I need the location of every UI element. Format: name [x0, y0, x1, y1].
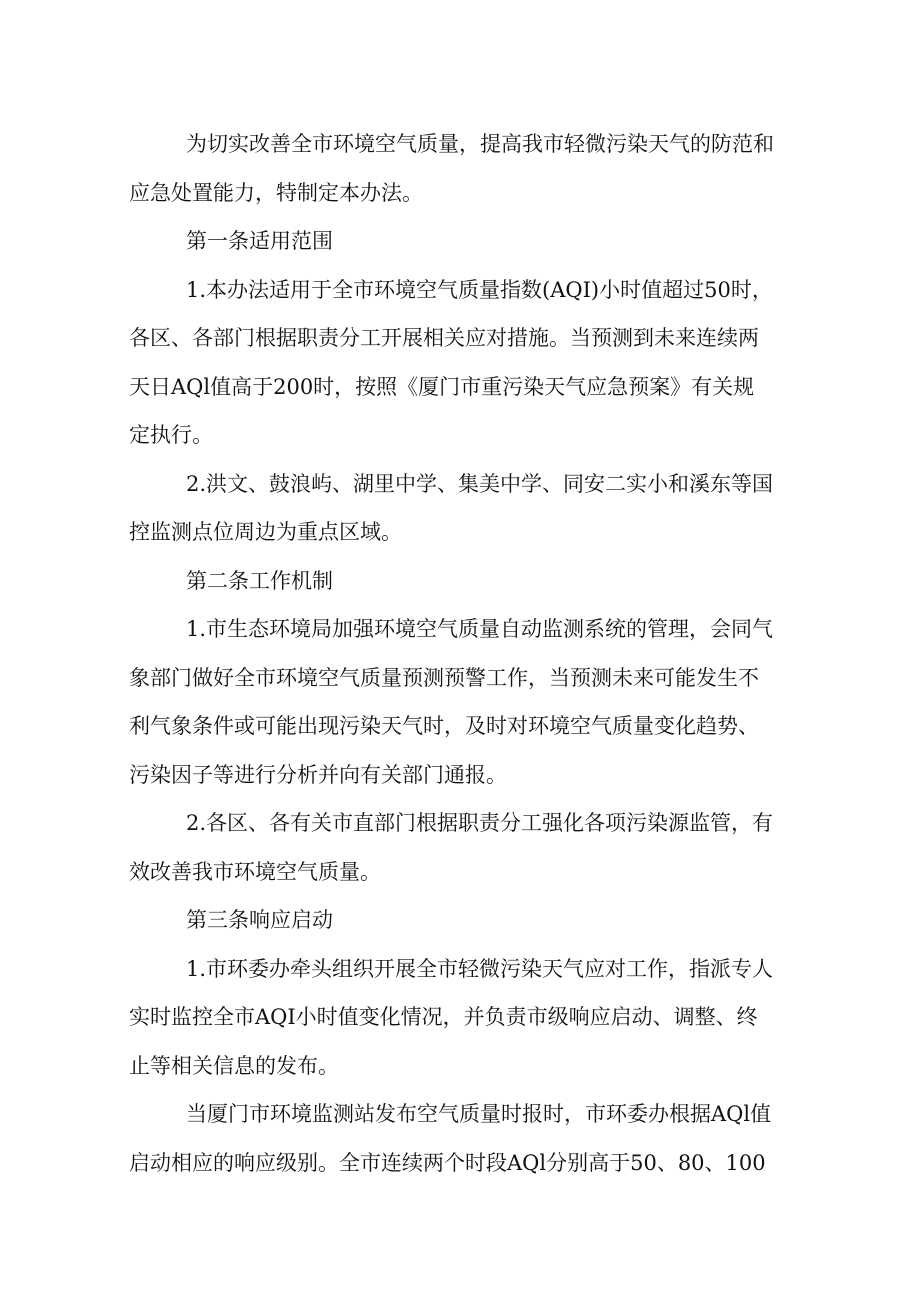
paragraph-intro	[129, 120, 831, 217]
paragraph-line-first: 当厦门市环境监测站发布空气质量时报时，市环委办根据AQl值	[186, 1102, 772, 1126]
section-heading-h2: 第二条工作机制	[186, 568, 333, 593]
paragraph-p1-1	[129, 266, 831, 460]
paragraph-line-first: 2.洪文、鼓浪屿、湖里中学、集美中学、同安二实小和溪东等国	[186, 471, 774, 496]
paragraph-p2-2	[129, 799, 831, 896]
paragraph-line: 控监测点位周边为重点区域。	[129, 520, 402, 544]
paragraph-line-first: 1.市环委办牵头组织开展全市轻微污染天气应对工作，指派专人	[186, 956, 774, 981]
section-heading-h3: 第三条响应启动	[186, 908, 333, 932]
paragraph-line: 实时监控全市AQI小时值变化情况，并负责市级响应启动、调整、终	[129, 1005, 758, 1029]
paragraph-line-first: 1.本办法适用于全市环境空气质量指数(AQI)小时值超过50时，	[186, 277, 773, 302]
paragraph-line: 效改善我市环境空气质量。	[129, 859, 381, 884]
paragraph-p1-2	[129, 460, 831, 557]
paragraph-p2-1	[129, 605, 831, 799]
paragraph-line-first: 1.市生态环境局加强环境空气质量自动监测系统的管理，会同气	[186, 617, 774, 641]
paragraph-line: 定执行。	[129, 423, 213, 447]
paragraph-line: 各区、各部门根据职责分工开展相关应对措施。当预测到未来连续两	[129, 326, 759, 350]
paragraph-line: 污染因子等进行分析并向有关部门通报。	[129, 762, 507, 787]
paragraph-line: 启动相应的响应级别。全市连续两个时段AQl分别高于50、80、100	[129, 1150, 766, 1175]
paragraph-line-first: 2.各区、各有关市直部门根据职责分工强化各项污染源监管，有	[186, 811, 774, 835]
paragraph-line-first: 为切实改善全市环境空气质量，提高我市轻微污染天气的防范和	[186, 132, 774, 156]
section-heading-h1: 第一条适用范围	[186, 229, 333, 253]
paragraph-line: 天日AQl值高于200时，按照《厦门市重污染天气应急预案》有关规	[129, 374, 755, 399]
paragraph-line: 利气象条件或可能出现污染天气时，及时对环境空气质量变化趋势、	[129, 714, 759, 738]
paragraph-line: 象部门做好全市环境空气质量预测预警工作，当预测未来可能发生不	[129, 665, 759, 690]
paragraph-line: 止等相关信息的发布。	[129, 1053, 339, 1078]
paragraph-line: 应急处置能力，特制定本办法。	[129, 180, 423, 205]
paragraph-p3-1	[129, 945, 831, 1091]
document-body	[129, 120, 831, 1187]
paragraph-p3-2	[129, 1090, 831, 1187]
